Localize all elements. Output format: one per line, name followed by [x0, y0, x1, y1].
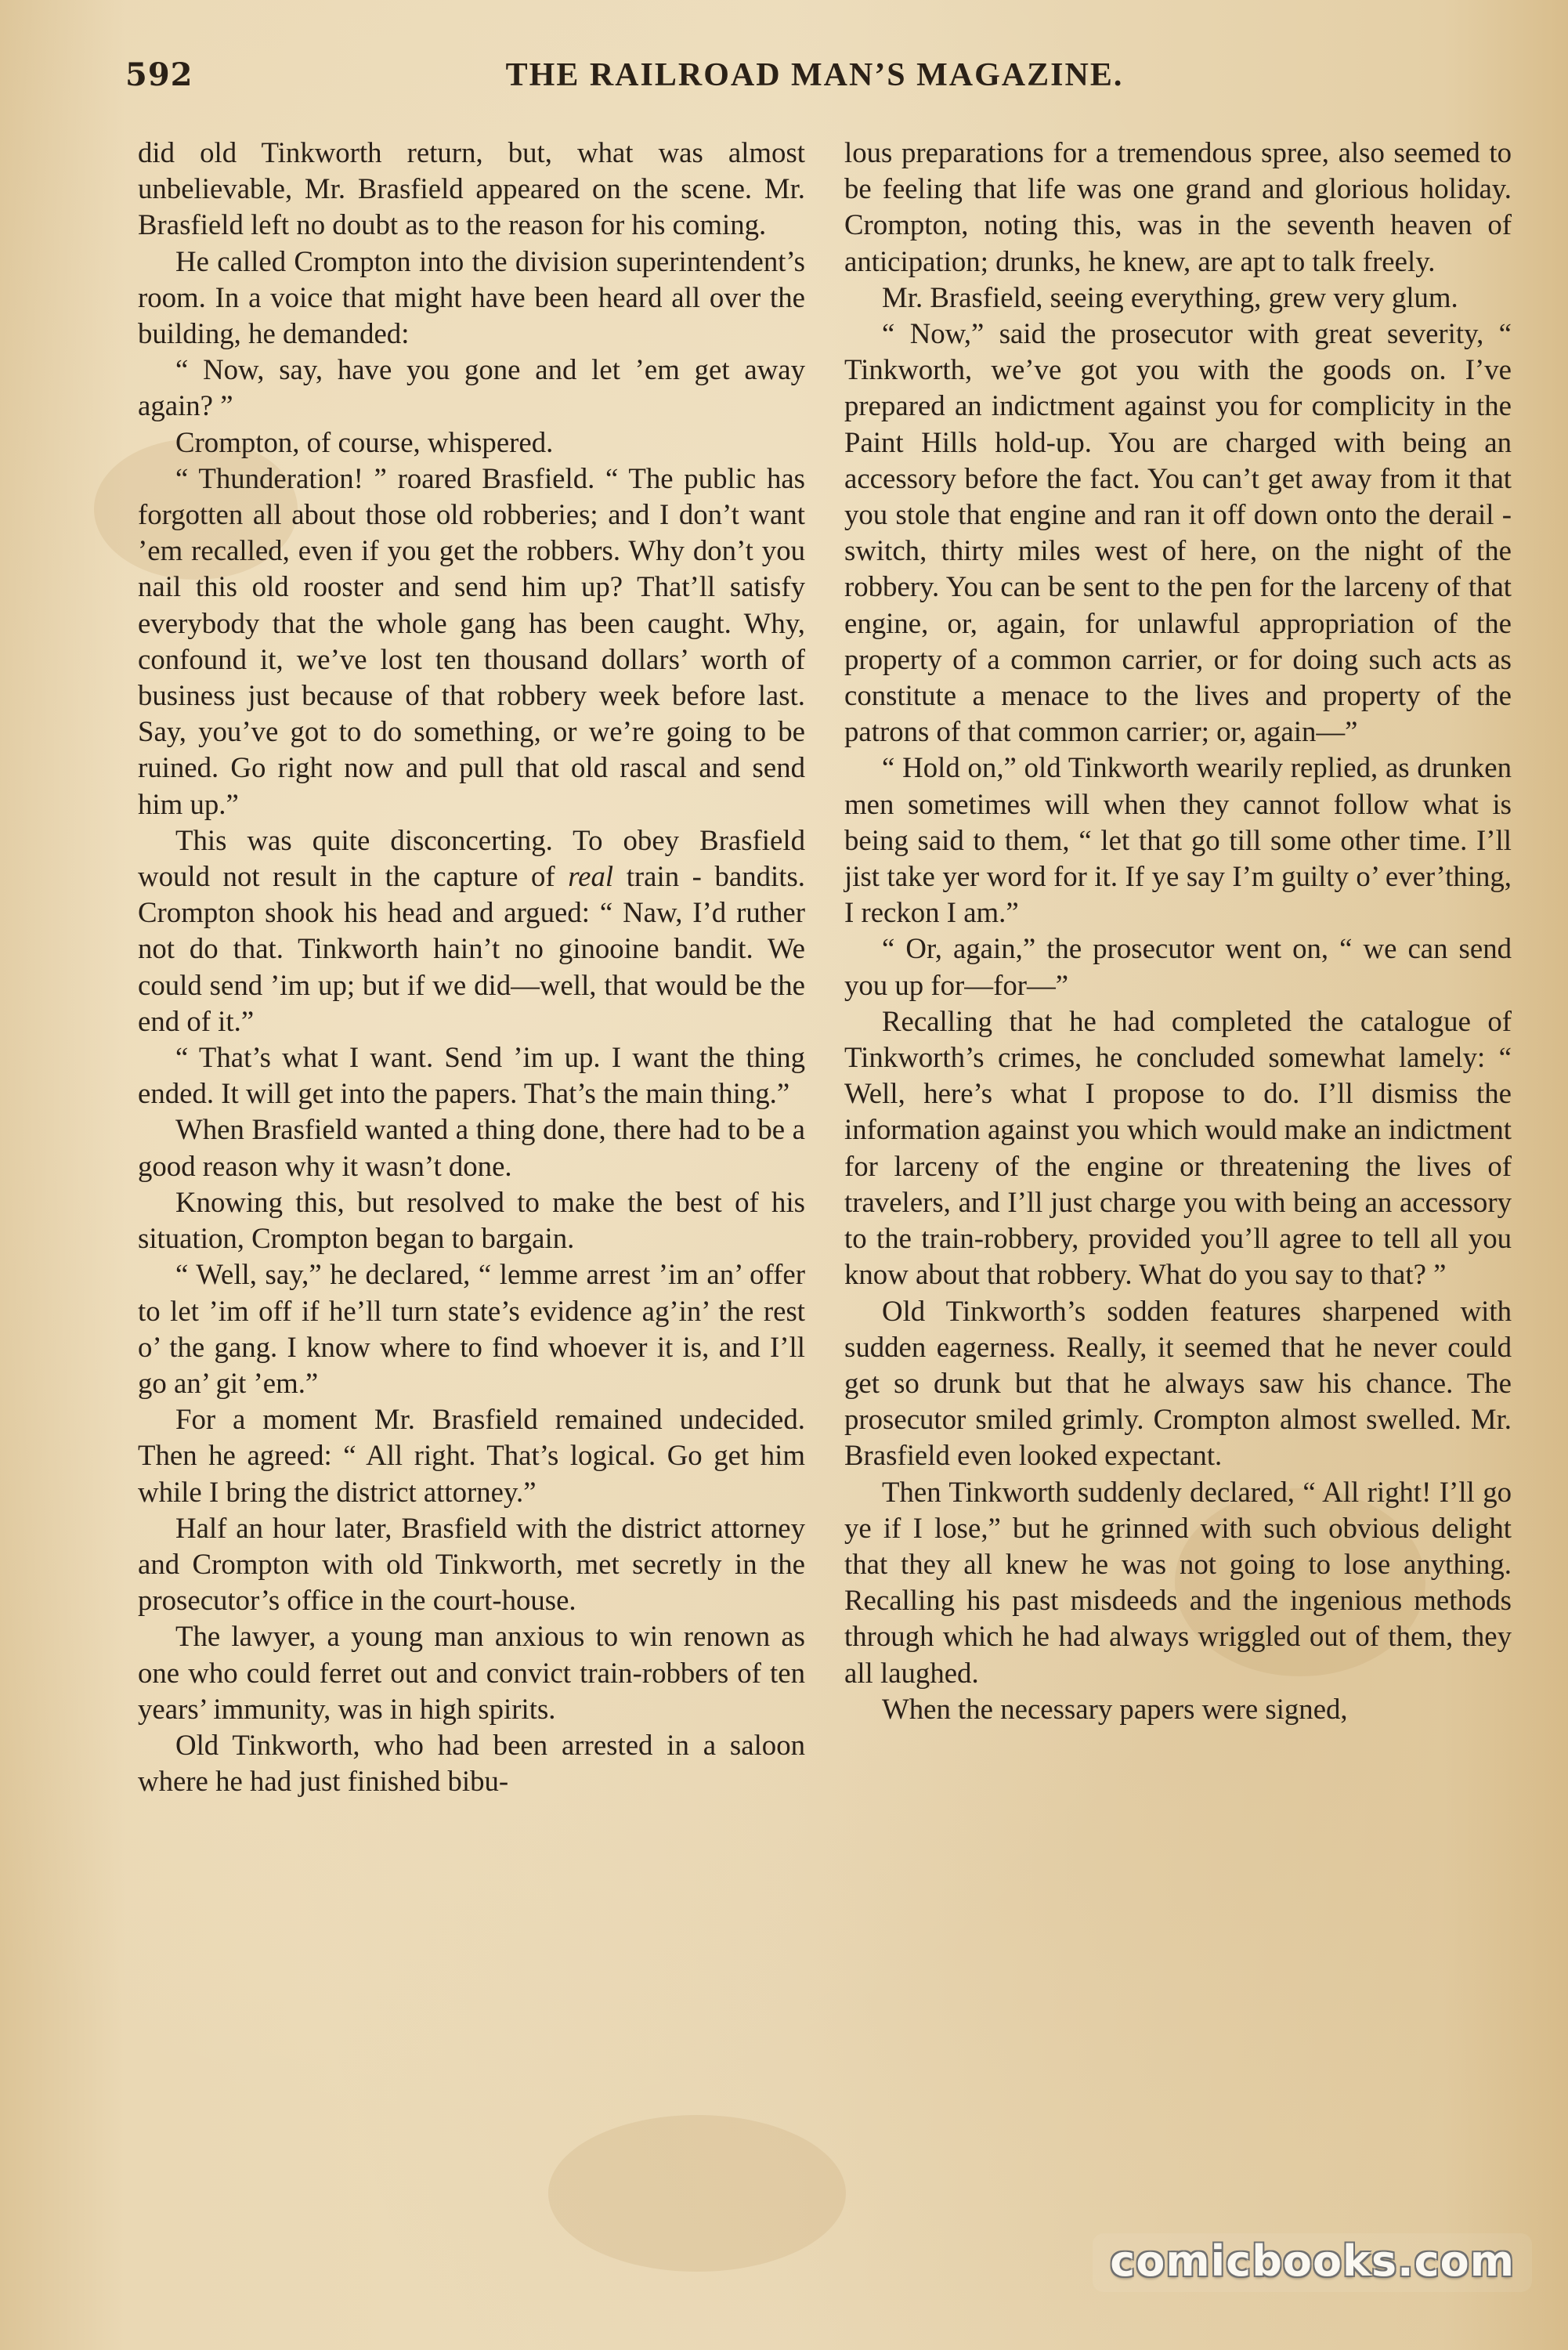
running-header [125, 56, 1504, 111]
paragraph: “ Or, again,” the prosecutor went on, “ we can send you up for—for—” [844, 932, 1512, 1001]
paragraph: lous preparations for a tremendous spree, also seemed to be feeling that life was one grand and glorious holiday. Crompton, noting this, was in the seventh heaven of anticipation; drunks, he knew, are apt to talk freely. [844, 136, 1512, 277]
paragraph: Half an hour later, Brasfield with the district attorney and Crompton with old Tinkworth, met secretly in the prosecutor’s office in the court-house. [138, 1511, 805, 1617]
paragraph: “ That’s what I want. Send ’im up. I want the thing ended. It will get into the papers. That’s the main thing.” [138, 1041, 805, 1110]
paragraph: Knowing this, but resolved to make the best of his situation, Crompton began to bargain. [138, 1185, 805, 1255]
paragraph: He called Crompton into the division superintendent’s room. In a voice that might have been heard all over the building, he demanded: [138, 244, 805, 350]
paragraph: “ Now, say, have you gone and let ’em get away again? ” [138, 353, 805, 422]
left-column [138, 135, 805, 1799]
text-run: This was quite disconcerting. To obey Brasfield would not result in the capture of [138, 823, 805, 893]
right-column [844, 135, 1512, 1727]
paragraph: For a moment Mr. Brasfield remained undecided. Then he agreed: “ All right. That’s logical. Go get him while I bring the district attorney.” [138, 1403, 805, 1508]
paragraph: “ Hold on,” old Tinkworth wearily replied, as drunken men sometimes will when they cannot follow what is being said to them, “ let that go till some other time. I’ll jist take yer word for it. If ye say I’m guilty o’ ever’thing, I reckon I am.” [844, 751, 1512, 929]
paragraph: “ Now,” said the prosecutor with great severity, “ Tinkworth, we’ve got you with the goods on. I’ve prepared an indictment against you for complicity in the Paint Hills hold-up. You are charged with being an accessory before the fact. You can’t get away from it that you stole that engine and ran it off down onto the derail - switch, thirty miles west of here, on the night of the robbery. You can be sent to the pen for the larceny of that engine, or, again, for unlawful appropriation of the property of a common carrier, or for doing such acts as constitute a menace to the lives and property of the patrons of that common carrier; or, again—” [844, 317, 1512, 748]
paragraph: Mr. Brasfield, seeing everything, grew very glum. [882, 280, 1458, 313]
paragraph: Recalling that he had completed the catalogue of Tinkworth’s crimes, he concluded somewhat lamely: “ Well, here’s what I propose to do. I’ll dismiss the information against you which would make an indictment for larceny of the engine or threatening the lives of travelers, and I’ll just charge you with being an accessory to the train-robbery, provided you’ll agree to tell all you know about that robbery. What do you say to that? ” [844, 1004, 1512, 1291]
text-run: train - bandits. Crompton shook his head and argued: “ Naw, I’d ruther not do that. Tinkworth hain’t no ginooine bandit. We could send ’im up; but if we did—well, that would be the end of it.” [138, 860, 805, 1037]
paragraph: Old Tinkworth, who had been arrested in a saloon where he had just finished bibu- [138, 1728, 805, 1798]
paragraph: Old Tinkworth’s sodden features sharpened with sudden eagerness. Really, it seemed that he never could get so drunk but that he always saw his chance. The prosecutor smiled grimly. Crompton almost swelled. Mr. Brasfield even looked expectant. [844, 1294, 1512, 1472]
page-number: 592 [125, 56, 193, 93]
paper-stain [548, 2115, 846, 2272]
italic-word: real [568, 860, 614, 893]
paragraph: Then Tinkworth suddenly declared, “ All right! I’ll go ye if I lose,” but he grinned with such obvious delight that they all knew he was not going to lose anything. Recalling his past misdeeds and the ingenious methods through which he had always wriggled out of them, they all laughed. [844, 1475, 1512, 1689]
paragraph [138, 822, 805, 1039]
paragraph: When the necessary papers were signed, [882, 1692, 1348, 1725]
paragraph: “ Well, say,” he declared, “ lemme arrest ’im an’ offer to let ’im off if he’ll turn state’s evidence ag’in’ the rest o’ the gang. I know where to find whoever it is, and I’ll go an’ git ’em.” [138, 1258, 805, 1399]
paragraph: When Brasfield wanted a thing done, there had to be a good reason why it wasn’t done. [138, 1113, 805, 1182]
site-watermark: comicbooks.com [1093, 2233, 1532, 2292]
running-title: THE RAILROAD MAN’S MAGAZINE. [505, 57, 1124, 93]
paragraph: “ Thunderation! ” roared Brasfield. “ The public has forgotten all about those old robberies; and I don’t want ’em recalled, even if you get the robbers. Why don’t you nail this old rooster and send him up? That’ll satisfy everybody that the whole gang has been caught. Why, confound it, we’ve lost ten thousand dollars’ worth of business just because of that robbery week before last. Say, you’ve got to do something, or we’re going to be ruined. Go right now and pull that old rascal and send him up.” [138, 461, 805, 820]
paragraph: The lawyer, a young man anxious to win renown as one who could ferret out and convict train-robbers of ten years’ immunity, was in high spirits. [138, 1620, 805, 1725]
paragraph: did old Tinkworth return, but, what was almost unbelievable, Mr. Brasfield appeared on the scene. Mr. Brasfield left no doubt as to the reason for his coming. [138, 136, 805, 241]
paragraph: Crompton, of course, whispered. [175, 425, 554, 458]
